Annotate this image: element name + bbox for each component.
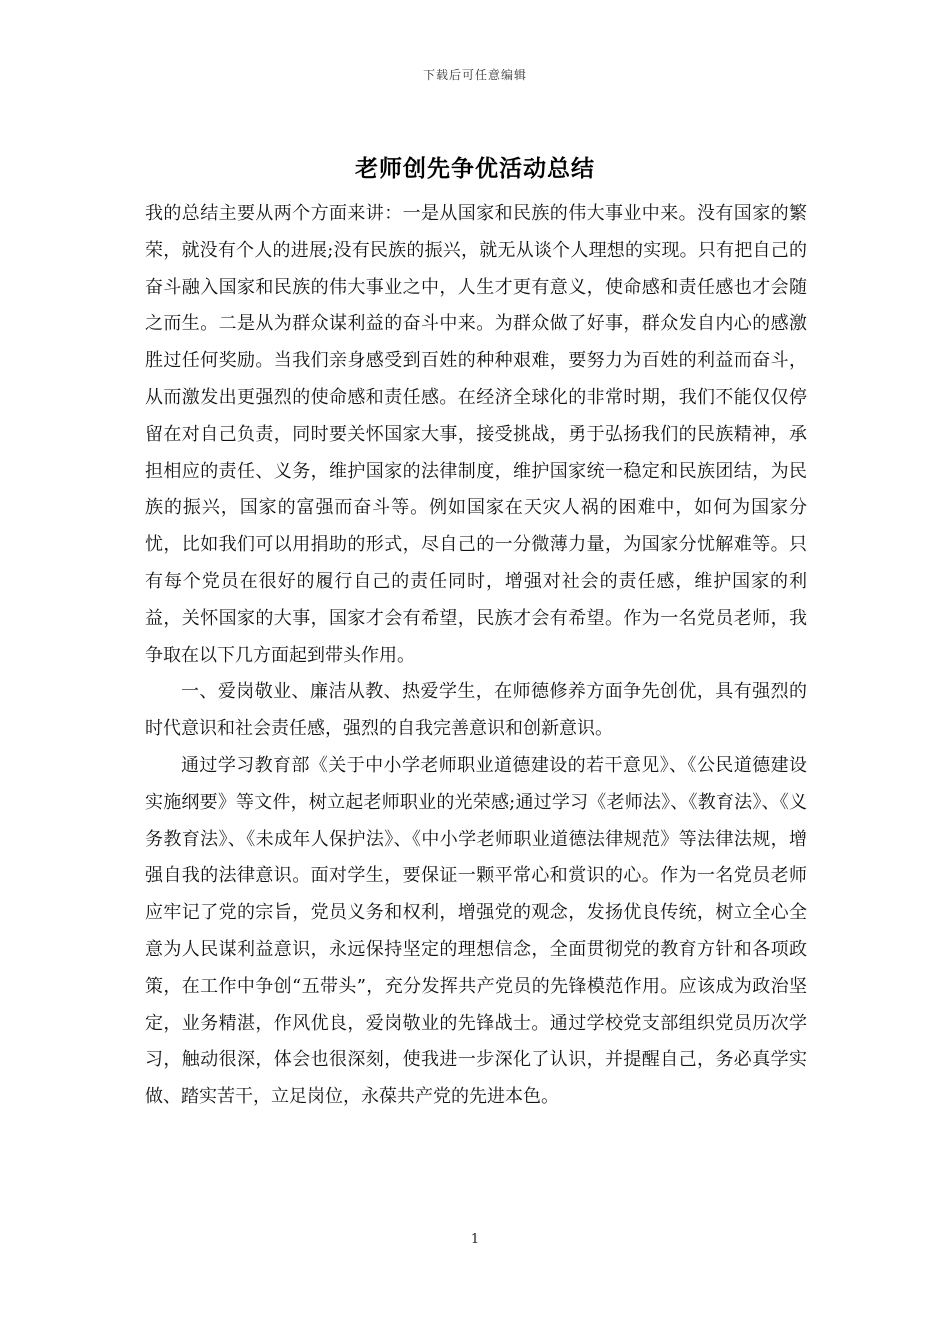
page-header-note: 下载后可任意编辑 <box>422 68 527 82</box>
body-paragraph-1: 我的总结主要从两个方面来讲：一是从国家和民族的伟大事业中来。没有国家的繁荣，就没有个人的进展;没有民族的振兴，就无从谈个人理想的实现。只有把自己的奋斗融入国家和民族的伟大事业之中，人生才更有意义，使命感和责任感也才会随之而生。二是从为群众谋利益的奋斗中来。为群众做了好事，群众发自内心的感激胜过任何奖励。当我们亲身感受到百姓的种种艰难，要努力为百姓的利益而奋斗，从而激发出更强烈的使命感和责任感。在经济全球化的非常时期，我们不能仅仅停留在对自己负责，同时要关怀国家大事，接受挑战，勇于弘扬我们的民族精神，承担相应的责任、义务，维护国家的法律制度，维护国家统一稳定和民族团结，为民族的振兴，国家的富强而奋斗等。例如国家在天灾人祸的困难中，如何为国家分忧，比如我们可以用捐助的形式，尽自己的一分微薄力量，为国家分忧解难等。只有每个党员在很好的履行自己的责任同时，增强对社会的责任感，维护国家的利益，关怀国家的大事，国家才会有希望，民族才会有希望。作为一名党员老师，我争取在以下几方面起到带头作用。 <box>145 203 807 666</box>
body-paragraph-2: 一、爱岗敬业、廉洁从教、热爱学生，在师德修养方面争先创优，具有强烈的时代意识和社会责任感，强烈的自我完善意识和创新意识。 <box>145 681 807 740</box>
body-paragraph-3: 通过学习教育部《关于中小学老师职业道德建设的若干意见》、《公民道德建设实施纲要》等文件，树立起老师职业的光荣感;通过学习《老师法》、《教育法》、《义务教育法》、《未成年人保护法》、《中小学老师职业道德法律规范》等法律法规，增强自我的法律意识。面对学生，要保证一颗平常心和赏识的心。作为一名党员老师应牢记了党的宗旨，党员义务和权利，增强党的观念，发扬优良传统，树立全心全意为人民谋利益意识，永远保持坚定的理想信念，全面贯彻党的教育方针和各项政策，在工作中争创“五带头”，充分发挥共产党员的先锋模范作用。应该成为政治坚定，业务精湛，作风优良，爱岗敬业的先锋战士。通过学校党支部组织党员历次学习，触动很深，体会也很深刻，使我进一步深化了认识，并提醒自己，务必真学实做、踏实苦干，立足岗位，永葆共产党的先进本色。 <box>145 754 807 1108</box>
document-body <box>145 196 807 1116</box>
page-number: 1 <box>470 1232 480 1247</box>
document-title: 老师创先争优活动总结 <box>355 155 595 182</box>
